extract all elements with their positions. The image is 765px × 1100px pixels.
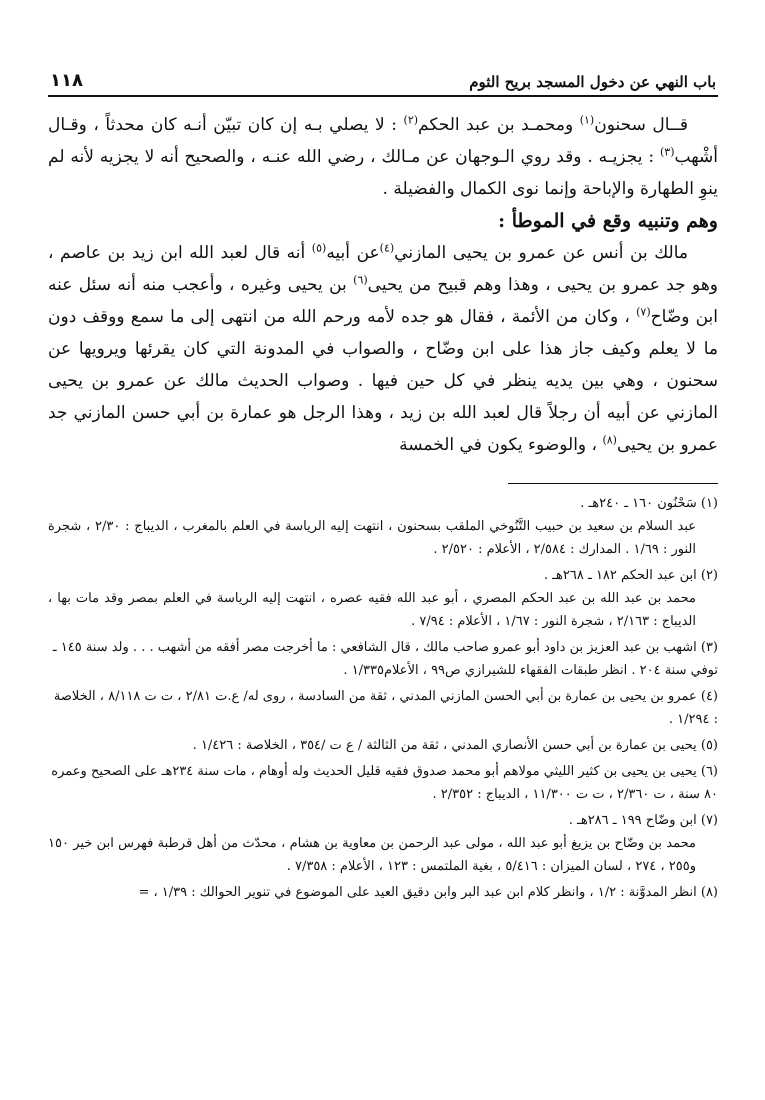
chapter-title: باب النهي عن دخول المسجد بريح الثوم <box>469 73 716 91</box>
footnotes <box>48 492 718 904</box>
page <box>48 70 718 907</box>
footnote-heading: (٥) يحيى بن عمارة بن أبي حسن الأنصاري المدني ، ثقة من الثالثة / ع ت /٣٥٤ ، الخلاصة : ١/٤٢٦ . <box>192 738 718 753</box>
footnote-ref-3[interactable]: (٣) <box>659 145 675 159</box>
text-run: قــال سحنون <box>594 115 688 135</box>
footnote-ref-2[interactable]: (٢) <box>403 113 419 127</box>
footnote-1 <box>48 492 718 561</box>
footnote-5 <box>48 734 718 757</box>
main-text <box>48 109 718 461</box>
footnote-ref-5[interactable]: (٥) <box>311 241 327 255</box>
footnote-8 <box>48 881 718 904</box>
text-run: : يجزيـه . وقد روي الـوجهان عن مـالك ، رضي الله عنـه ، والصحيح أنه لا يجزيه لأنه لم ينوِ الطهارة والإباحة وإنما نوى الكمال والفضيلة . <box>48 147 718 199</box>
footnote-3 <box>48 636 718 682</box>
paragraph-2 <box>48 237 718 461</box>
footnote-ref-4[interactable]: (٤) <box>379 241 395 255</box>
footnote-heading: (٧) ابن وضّاح ١٩٩ ـ ٢٨٦هـ . <box>568 813 718 828</box>
section-heading: وهم وتنبيه وقع في الموطأ : <box>498 210 718 232</box>
text-run: أنه قال لعبد الله ابن زيد بن عاصم ، وهو جد عمرو بن يحيى ، وهذا وهم قبيح من يحيى <box>48 243 718 295</box>
text-run: بن يحيى وغيره ، وأعجب منه أنه سئل عنه ابن وضّاح <box>48 275 718 327</box>
footnote-ref-8[interactable]: (٨) <box>602 433 617 447</box>
footnote-4 <box>48 685 718 731</box>
running-header <box>48 70 718 97</box>
footnote-body: محمد بن عبد الله بن عبد الحكم المصري ، أبو عبد الله فقيه عصره ، انتهت إليه الرياسة في العلم بمصر وقد مات بها ، الديباج : ٢/١٦٣ ، شجرة النور : ١/٦٧ ، الأعلام : ٧/٩٤ . <box>48 591 696 629</box>
text-run: ، والوضوء يكون في الخمسة <box>399 435 603 455</box>
footnote-ref-6[interactable]: (٦) <box>353 273 368 287</box>
footnote-ref-1[interactable]: (١) <box>579 113 595 127</box>
text-run: : لا يصلي بـه إن كان تبيّن أنـه كان محدثاً ، وقـال أشْهب <box>48 115 718 167</box>
footnote-heading: (٨) انظر المدوَّنة : ١/٢ ، وانظر كلام ابن عبد البر وابن دقيق العيد على الموضوع في تنوير الحوالك : ١/٣٩ ، = <box>138 885 718 900</box>
footnote-heading: (٦) يحيى بن يحيى بن كثير الليثي مولاهم أبو محمد صدوق فقيه قليل الحديث وله أوهام ، مات سنة ٢٣٤هـ على الصحيح وعمره ٨٠ سنة ، ت ٢/٣٦٠ ، ت ت ١١/٣٠٠ ، الديباج : ٢/٣٥٢ . <box>51 764 718 802</box>
text-run: عن أبيه <box>326 243 380 263</box>
footnote-body: محمد بن وضّاح بن يزيغ أبو عبد الله ، مولى عبد الرحمن بن معاوية بن هشام ، محدّث من أهل قرطبة فهرس ابن خير ١٥٠ و٢٥٥ ، ٢٧٤ ، لسان الميزان : ٥/٤١٦ ، بغية الملتمس : ١٢٣ ، الأعلام : ٧/٣٥٨ . <box>48 836 696 874</box>
text-run: مالك بن أنس عن عمرو بن يحيى المازني <box>394 243 688 263</box>
text-run: ومحمـد بن عبد الحكم <box>418 115 580 135</box>
text-run: ، وكان من الأئمة ، فقال هو جده لأمه ورحم الله من انتهى إلى ما سمع ووقف دون ما لا يعلم وكيف جاز هذا على ابن وضّاح ، والصواب في المدونة التي كان يقرئها ويرويها عن سحنون ، وهي بين يديه ينظر في كل حين فيها . وصواب الحديث مالك عن عمرو بن يحيى المازني عن أبيه أن رجلاً قال لعبد الله بن زيد ، وهذا الرجل هو عمارة بن أبي حسن المازني جد عمرو بن يحيى <box>48 307 718 455</box>
page-number: ١١٨ <box>50 70 83 91</box>
footnote-heading: (٣) اشهب بن عبد العزيز بن داود أبو عمرو صاحب مالك ، قال الشافعي : ما أخرجت مصر أفقه من أشهب . . . ولد سنة ١٤٥ ـ توفي سنة ٢٠٤ . انظر طبقات الفقهاء للشيرازي ص٩٩ ، الأعلام١/٣٣٥ . <box>52 640 718 678</box>
footnote-heading: (١) سَحْنُون ١٦٠ ـ ٢٤٠هـ . <box>580 496 718 511</box>
footnote-2 <box>48 564 718 633</box>
footnote-heading: (٢) ابن عبد الحكم ١٨٢ ـ ٢٦٨هـ . <box>543 568 718 583</box>
paragraph-1 <box>48 109 718 205</box>
footnote-divider <box>508 483 718 484</box>
footnote-6 <box>48 760 718 806</box>
footnote-body: عبد السلام بن سعيد بن حبيب التَّنُوخي الملقب بسحنون ، انتهت إليه الرياسة في العلم بالمغرب ، الديباج : ٢/٣٠ ، شجرة النور : ١/٦٩ . المدارك : ٢/٥٨٤ ، الأعلام : ٢/٥٢٠ . <box>48 519 696 557</box>
footnote-heading: (٤) عمرو بن يحيى بن عمارة بن أبي الحسن المازني المدني ، ثقة من السادسة ، روى له/ ع.ت ٢/٨١ ، ت ت ٨/١١٨ ، الخلاصة : ١/٢٩٤ . <box>53 689 718 727</box>
footnote-7 <box>48 809 718 878</box>
footnote-ref-7[interactable]: (٧) <box>636 305 651 319</box>
